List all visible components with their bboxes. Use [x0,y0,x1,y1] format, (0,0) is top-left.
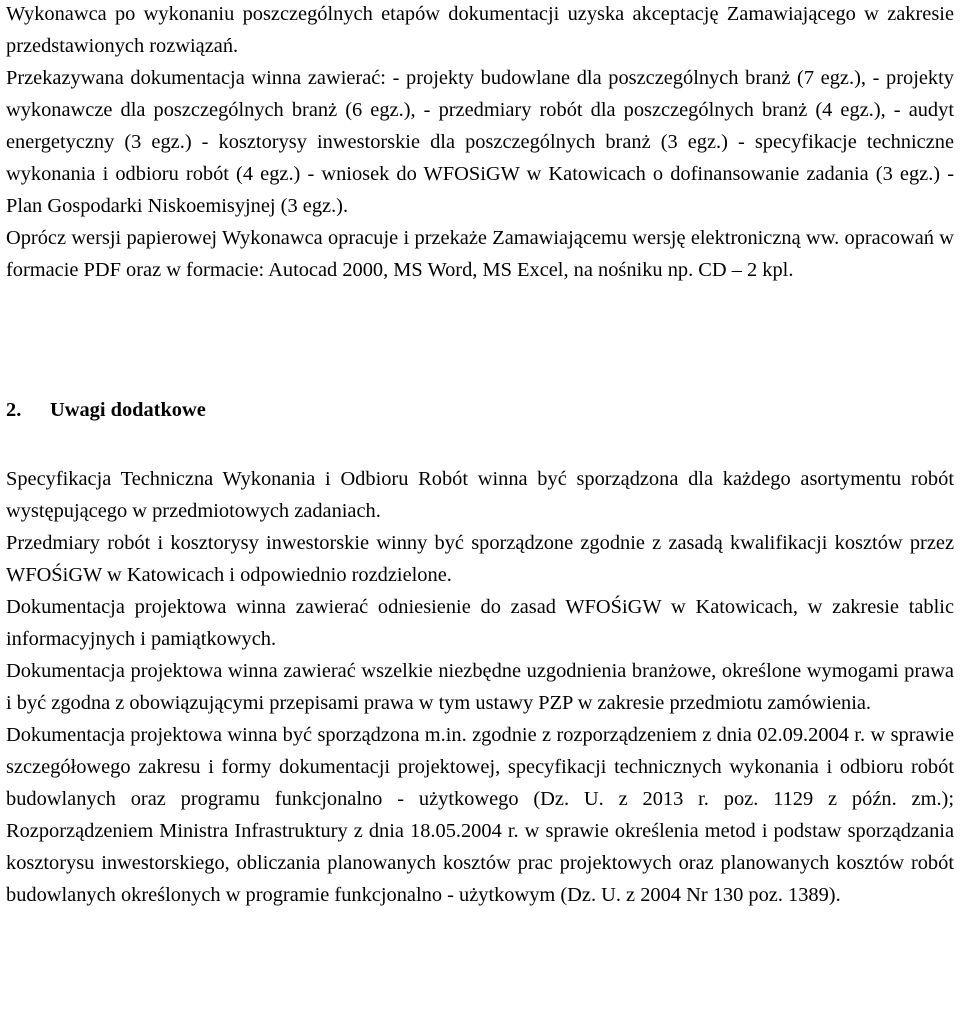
information-boards-paragraph: Dokumentacja projektowa winna zawierać odniesienie do zasad WFOŚiGW w Katowicach, w zakresie tablic informacyjnych i pamiątkowych. [6,596,954,650]
approvals-paragraph: Dokumentacja projektowa winna zawierać wszelkie niezbędne uzgodnienia branżowe, określone wymogami prawa i być zgodna z obowiązującymi przepisami prawa w tym ustawy PZP w zakresie przedmiotu zamówienia. [6,660,954,714]
deliverables-paragraph: Przekazywana dokumentacja winna zawierać: - projekty budowlane dla poszczególnych branż (7 egz.), - projekty wykonawcze dla poszczególnych branż (6 egz.), - przedmiary robót dla poszczególnych branż (4 egz.), - audyt energetyczny (3 egz.) - kosztorysy inwestorskie dla poszczególnych branż (3 egz.) - specyfikacje techniczne wykonania i odbioru robót (4 egz.) - wniosek do WFOSiGW w Katowicach o dofinansowanie zadania (3 egz.) - Plan Gospodarki Niskoemisyjnej (3 egz.). [6,67,954,217]
section-title: Uwagi dodatkowe [50,399,206,421]
section-heading [6,394,954,426]
section-number: 2. [6,399,22,421]
regulations-paragraph: Dokumentacja projektowa winna być sporządzona m.in. zgodnie z rozporządzeniem z dnia 02.09.2004 r. w sprawie szczegółowego zakresu i formy dokumentacji projektowej, specyfikacji technicznych wykonania i odbioru robót budowlanych oraz programu funkcjonalno - użytkowego (Dz. U. z 2013 r. poz. 1129 z późn. zm.); Rozporządzeniem Ministra Infrastruktury z dnia 18.05.2004 r. w sprawie określenia metod i podstaw sporządzania kosztorysu inwestorskiego, obliczania planowanych kosztów prac projektowych oraz planowanych kosztów robót budowlanych określonych w programie funkcjonalno - użytkowym (Dz. U. z 2004 Nr 130 poz. 1389). [6,724,954,906]
cost-estimate-paragraph: Przedmiary robót i kosztorysy inwestorskie winny być sporządzone zgodnie z zasadą kwalifikacji kosztów przez WFOŚiGW w Katowicach i odpowiednio rozdzielone. [6,532,954,586]
specification-paragraph: Specyfikacja Techniczna Wykonania i Odbioru Robót winna być sporządzona dla każdego asortymentu robót występującego w przedmiotowych zadaniach. [6,468,954,522]
electronic-version-paragraph: Oprócz wersji papierowej Wykonawca opracuje i przekaże Zamawiającemu wersję elektroniczną ww. opracowań w formacie PDF oraz w formacie: Autocad 2000, MS Word, MS Excel, na nośniku np. CD – 2 kpl. [6,227,954,281]
section-text-block [6,463,954,911]
acceptance-paragraph: Wykonawca po wykonaniu poszczególnych etapów dokumentacji uzyska akceptację Zamawiającego w zakresie przedstawionych rozwiązań. [6,3,954,57]
intro-text-block [6,0,954,286]
